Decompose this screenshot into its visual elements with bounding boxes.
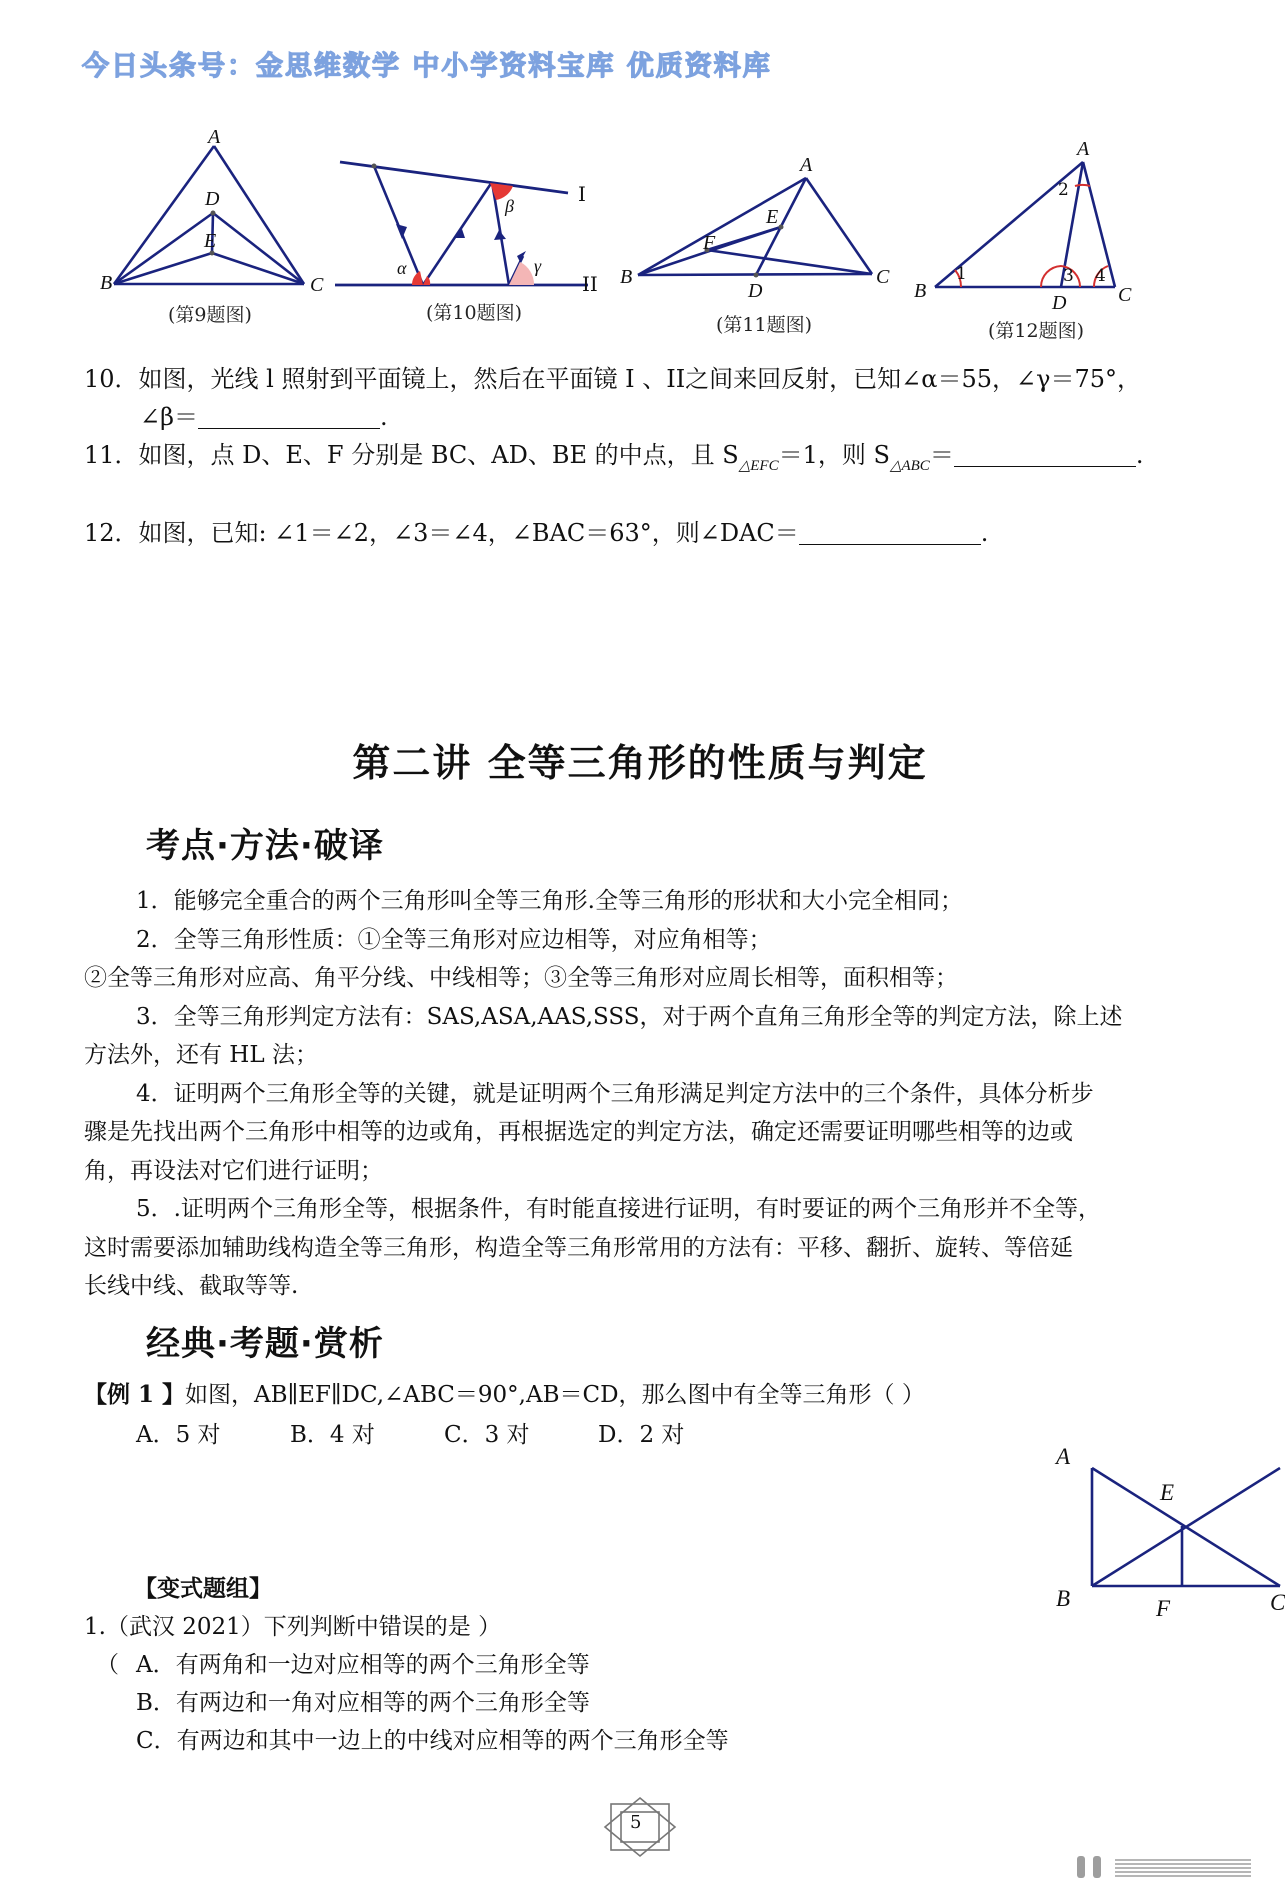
- variant-question-1: 1.（武汉 2021）下列判断中错误的是 ）: [84, 1614, 502, 1640]
- example-1-label: 【例 1 】: [84, 1381, 186, 1408]
- point-4-line3: 角，再设法对它们进行证明；: [84, 1157, 383, 1184]
- question-11-sub-abc: △ABC: [889, 458, 930, 474]
- question-12: 12．如图，已知: ∠1＝∠2，∠3＝∠4，∠BAC＝63°，则∠DAC＝ .: [84, 519, 989, 547]
- fig11-label-D: D: [748, 280, 763, 302]
- header-watermark: 今日头条号：金思维数学 中小学资料宝库 优质资料库: [82, 51, 772, 82]
- fig10-label-beta: β: [505, 196, 514, 216]
- fig12-label-4: 4: [1095, 266, 1106, 286]
- point-5-line3: 长线中线、截取等等.: [84, 1273, 299, 1299]
- section-heading-examples: 经典·考题·赏析: [146, 1324, 384, 1364]
- point-2-continued: ②全等三角形对应高、角平分线、中线相等；③全等三角形对应周长相等，面积相等；: [84, 965, 958, 991]
- answer-blank-12[interactable]: [799, 518, 981, 545]
- ex1-label-B: B: [1056, 1586, 1071, 1611]
- question-11-prefix: 11．如图，点 D、E、F 分别是 BC、AD、BE 的中点，且 S: [84, 441, 739, 469]
- option-a[interactable]: A．5 对: [136, 1422, 221, 1448]
- viewer-toolbar-icon[interactable]: [1075, 1852, 1255, 1882]
- fig10-label-gamma: γ: [534, 256, 542, 276]
- question-11-sub-efc: △EFC: [738, 458, 779, 474]
- example-1-text: 如图，AB∥EF∥DC,∠ABC＝90°,AB＝CD，那么图中有全等三角形（ ）: [185, 1382, 925, 1408]
- point-1: 1．能够完全重合的两个三角形叫全等三角形.全等三角形的形状和大小完全相同；: [136, 888, 963, 914]
- fig10-mirror-I: I: [578, 182, 586, 206]
- fig9-label-B: B: [100, 272, 113, 294]
- fig11-label-B: B: [620, 266, 633, 288]
- question-12-text: 12．如图，已知: ∠1＝∠2，∠3＝∠4，∠BAC＝63°，则∠DAC＝: [84, 519, 799, 547]
- ex1-label-F: F: [1156, 1596, 1171, 1621]
- example-1: [84, 1376, 925, 1414]
- fig12-label-B: B: [914, 280, 927, 302]
- fig12-label-3: 3: [1063, 266, 1074, 286]
- fig11-label-C: C: [876, 266, 890, 288]
- ex1-label-E: E: [1160, 1480, 1175, 1505]
- figure-10: [335, 162, 588, 285]
- fig10-mirror-II: II: [582, 272, 598, 296]
- page-number: 5: [630, 1812, 642, 1833]
- key-points: [84, 882, 1212, 1306]
- question-11-suffix: ＝: [929, 441, 954, 469]
- ex1-label-A: A: [1056, 1444, 1071, 1469]
- fig12-caption: (第12题图): [988, 320, 1085, 342]
- example-1-options: [136, 1416, 684, 1454]
- fig10-label-alpha: α: [397, 258, 407, 278]
- answer-blank-11[interactable]: [954, 440, 1136, 467]
- variant-option-c[interactable]: C．有两边和其中一边上的中线对应相等的两个三角形全等: [136, 1728, 729, 1754]
- option-b[interactable]: B．4 对: [290, 1422, 375, 1448]
- question-11-mid: ＝1，则 S: [778, 441, 890, 469]
- figure-9: [114, 146, 304, 284]
- fig12-label-2: 2: [1058, 180, 1069, 200]
- question-11: 11．如图，点 D、E、F 分别是 BC、AD、BE 的中点，且 $S_{\triangle EFC}=1$，则 $S_{\triangle ABC}=$ .: [84, 441, 1144, 474]
- point-3-continued: 方法外，还有 HL 法；: [84, 1042, 318, 1068]
- fig12-label-D: D: [1052, 292, 1067, 314]
- example-1-figure: [1040, 1440, 1280, 1620]
- variant-option-b[interactable]: B．有两边和一角对应相等的两个三角形全等: [136, 1690, 590, 1716]
- fig11-caption: (第11题图): [716, 314, 813, 336]
- fig12-label-A: A: [1077, 138, 1090, 160]
- point-2: 2．全等三角形性质：①全等三角形对应边相等，对应角相等；: [136, 926, 772, 953]
- fig11-label-F: F: [703, 232, 716, 254]
- fig9-label-D: D: [205, 188, 220, 210]
- fig9-label-C: C: [310, 274, 324, 296]
- figure-11: [638, 178, 872, 275]
- fig9-label-E: E: [204, 230, 217, 252]
- option-d[interactable]: D．2 对: [598, 1422, 685, 1448]
- fig9-label-A: A: [208, 126, 221, 148]
- fig12-label-C: C: [1118, 284, 1132, 306]
- ex1-label-C: C: [1270, 1590, 1285, 1615]
- point-4: 4．证明两个三角形全等的关键，就是证明两个三角形满足判定方法中的三个条件，具体分析步: [136, 1080, 1094, 1107]
- point-5-line2: 这时需要添加辅助线构造全等三角形，构造全等三角形常用的方法有：平移、翻折、旋转、等倍延: [84, 1234, 1073, 1261]
- question-10-line1: 10．如图，光线 l 照射到平面镜上，然后在平面镜 I 、II之间来回反射，已知∠α＝55，∠γ＝75°，: [84, 365, 1142, 393]
- question-10-line2: ∠β＝ .: [140, 403, 388, 431]
- fig12-label-1: 1: [956, 264, 967, 284]
- variant-question-1-paren: （: [96, 1652, 119, 1678]
- fig9-caption: (第9题图): [168, 304, 252, 326]
- section-heading-methods: 考点·方法·破译: [146, 826, 384, 866]
- variant-option-a[interactable]: A．有两角和一边对应相等的两个三角形全等: [136, 1652, 590, 1678]
- option-c[interactable]: C．3 对: [444, 1422, 530, 1448]
- point-4-line2: 骤是先找出两个三角形中相等的边或角，再根据选定的判定方法，确定还需要证明哪些相等的边或: [84, 1119, 1073, 1145]
- variant-heading: 【变式题组】: [134, 1575, 272, 1602]
- answer-blank-10[interactable]: [198, 402, 380, 429]
- question-10-beta-text: ∠β＝: [140, 403, 198, 431]
- fig11-label-E: E: [766, 206, 779, 228]
- point-3: 3．全等三角形判定方法有：SAS,ASA,AAS,SSS，对于两个直角三角形全等的判定方法，除上述: [136, 1003, 1123, 1030]
- fig11-label-A: A: [800, 154, 813, 176]
- fig10-caption: (第10题图): [426, 302, 523, 324]
- lecture-title: 第二讲 全等三角形的性质与判定: [352, 741, 928, 785]
- point-5: 5．.证明两个三角形全等，根据条件，有时能直接进行证明，有时要证的两个三角形并不全等，: [136, 1196, 1101, 1222]
